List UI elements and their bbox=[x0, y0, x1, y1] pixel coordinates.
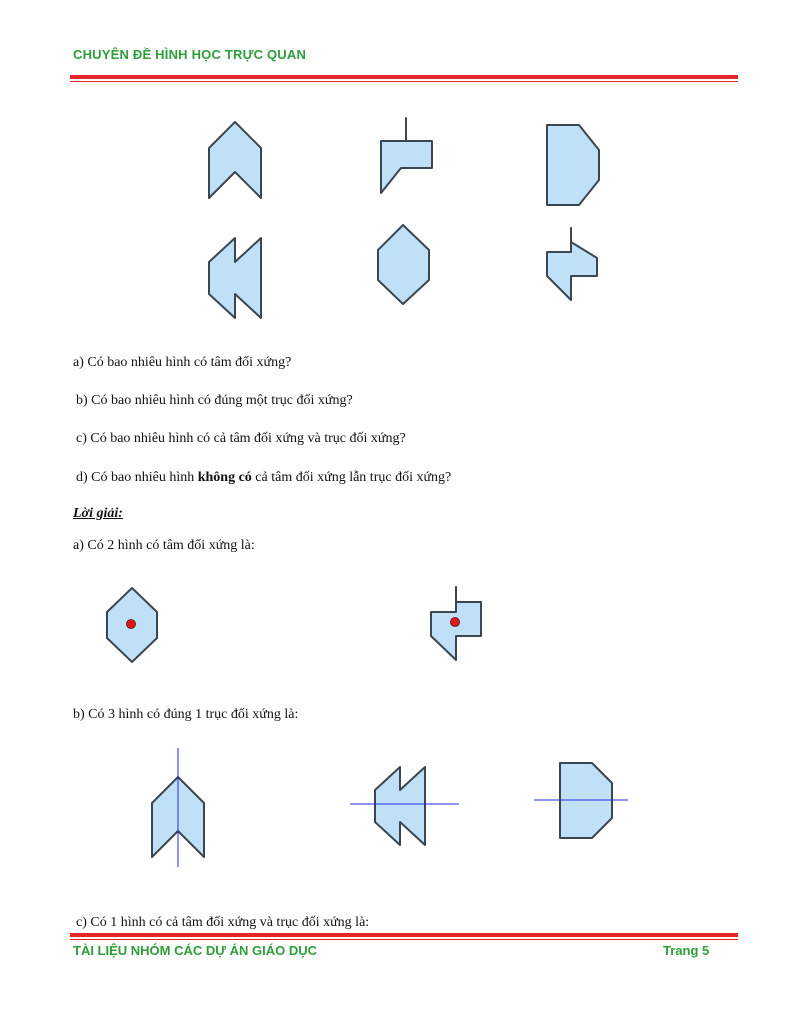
figure-step-shape-1 bbox=[381, 118, 432, 193]
figure-d-shape bbox=[547, 125, 599, 205]
figure-arrow-up bbox=[209, 122, 261, 198]
center-of-symmetry-dot bbox=[451, 618, 460, 627]
solution-c: c) Có 1 hình có cả tâm đối xứng và trục đối xứng là: bbox=[76, 915, 370, 930]
answer-b-double-chevron bbox=[375, 767, 425, 845]
figure-step-shape-2 bbox=[547, 228, 597, 300]
solution-label: Lời giải: bbox=[73, 506, 123, 521]
question-d-end: cả tâm đối xứng lẫn trục đối xứng? bbox=[251, 470, 452, 485]
question-b: b) Có bao nhiêu hình có đúng một trục đối xứng? bbox=[76, 393, 353, 408]
center-of-symmetry-dot bbox=[127, 620, 136, 629]
solution-b: b) Có 3 hình có đúng 1 trục đối xứng là: bbox=[73, 707, 299, 722]
solution-a: a) Có 2 hình có tâm đối xứng là: bbox=[73, 538, 255, 553]
question-d-bold: không có bbox=[197, 470, 252, 485]
footer-title: TÀI LIỆU NHÓM CÁC DỰ ÁN GIÁO DỤC bbox=[73, 943, 318, 958]
header-title: CHUYÊN ĐỀ HÌNH HỌC TRỰC QUAN bbox=[73, 47, 307, 62]
question-c: c) Có bao nhiêu hình có cả tâm đối xứng và trục đối xứng? bbox=[76, 431, 406, 446]
figure-double-chevron bbox=[209, 238, 261, 318]
footer-rule bbox=[70, 933, 738, 937]
figure-hexagon bbox=[378, 225, 429, 304]
page-number: Trang 5 bbox=[663, 943, 710, 958]
footer-rule-thin bbox=[70, 939, 738, 940]
question-a: a) Có bao nhiêu hình có tâm đối xứng? bbox=[73, 355, 292, 370]
question-d bbox=[76, 470, 451, 486]
question-d-start: d) Có bao nhiêu hình bbox=[76, 470, 198, 485]
